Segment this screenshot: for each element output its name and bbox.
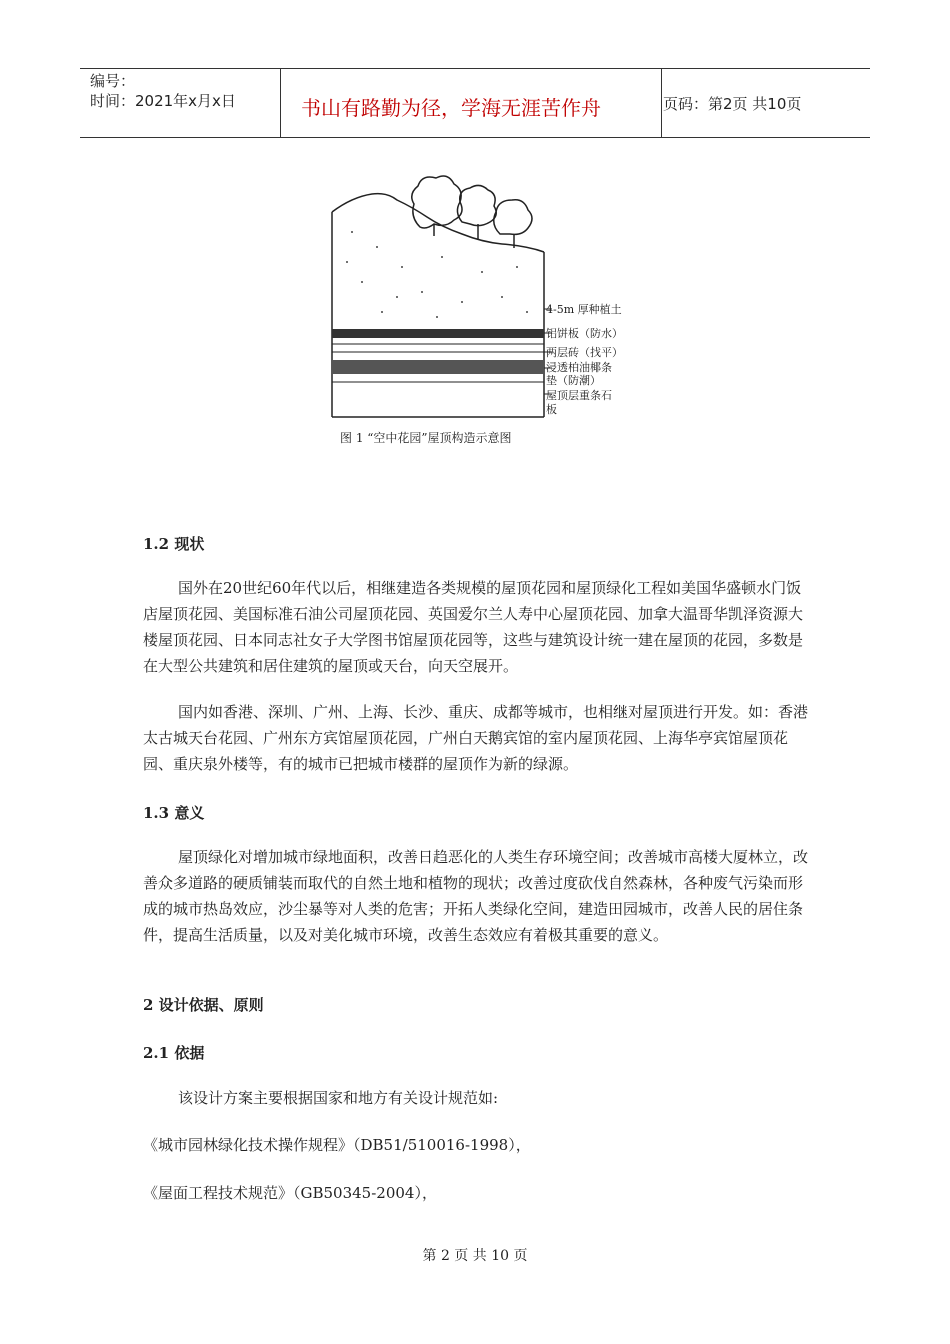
tar-coir-layer [332,360,544,374]
paragraph: 国外在20世纪60年代以后，相继建造各类规模的屋顶花园和屋顶绿化工程如美国华盛顿水门饭店屋顶花园、美国标准石油公司屋顶花园、英国爱尔兰人寿中心屋顶花园、加拿大温哥华凯泽资源大楼屋顶花园、日本同志社女子大学图书馆屋顶花园等，这些与建筑设计统一建在屋顶的花园，多数是在大型公共建筑和居住建筑的屋顶或天台，向天空展开。 [143,579,804,675]
reference-item: 《屋面工程技术规范》（GB50345-2004）， [143,1184,437,1202]
figure-caption: 图 1 “空中花园”屋顶构造示意图 [340,431,512,445]
section-heading-2: 2 设计依据、原则 [143,996,264,1014]
layer-label: 垫（防潮） [546,374,601,387]
roof-structure-diagram [322,172,652,457]
page-header [80,68,870,138]
tree-icon [494,200,532,248]
tree-icon [412,176,462,236]
layer-label: 板 [546,403,557,416]
soil-mound-outline [332,194,544,252]
paragraph: 屋顶绿化对增加城市绿地面积，改善日趋恶化的人类生存环境空间；改善城市高楼大厦林立，改善众多道路的硬质铺装而取代的自然土地和植物的现状；改善过度砍伐自然森林，各种废气污染而形成的城市热岛效应，沙尘暴等对人类的危害；开拓人类绿化空间，建造田园城市，改善人民的居住条件，提高生活质量，以及对美化城市环境，改善生态效应有着极其重要的意义。 [143,848,809,944]
tree-icon [457,185,496,240]
reference-item: 《城市园林绿化技术操作规程》（DB51/510016-1998）， [143,1136,531,1154]
header-page-cell [662,69,870,137]
layer-label: 4-5m 厚种植土 [546,303,622,316]
page-footer: 第 2 页 共 10 页 [422,1248,528,1264]
header-page-number: 页码：第2页 共10页 [663,95,802,113]
roof-garden-figure [322,172,652,457]
section-heading-1-3: 1.3 意义 [143,804,205,822]
layer-label: 屋顶层重条石 [546,389,612,402]
header-meta-cell [80,69,281,137]
layer-label: 浸透柏油椰条 [546,361,612,374]
paragraph: 国内如香港、深圳、广州、上海、长沙、重庆、成都等城市，也相继对屋顶进行开发。如：香港太古城天台花园、广州东方宾馆屋顶花园，广州白天鹅宾馆的室内屋顶花园、上海华亭宾馆屋顶花园、重庆泉外楼等，有的城市已把城市楼群的屋顶作为新的绿源。 [143,703,809,773]
paragraph: 该设计方案主要根据国家和地方有关设计规范如: [178,1089,499,1107]
document-time-label: 时间：2021年x月x日 [90,92,236,110]
document-number-label: 编号： [90,72,136,90]
layer-label: 铝饼板（防水） [546,327,623,340]
section-heading-1-2: 1.2 现状 [143,535,205,553]
layer-label: 两层砖（找平） [546,346,623,359]
section-heading-2-1: 2.1 依据 [143,1044,205,1062]
header-motto: 书山有路勤为径，学海无涯苦作舟 [301,96,601,120]
header-motto-cell [281,69,662,137]
waterproof-layer [332,329,544,338]
